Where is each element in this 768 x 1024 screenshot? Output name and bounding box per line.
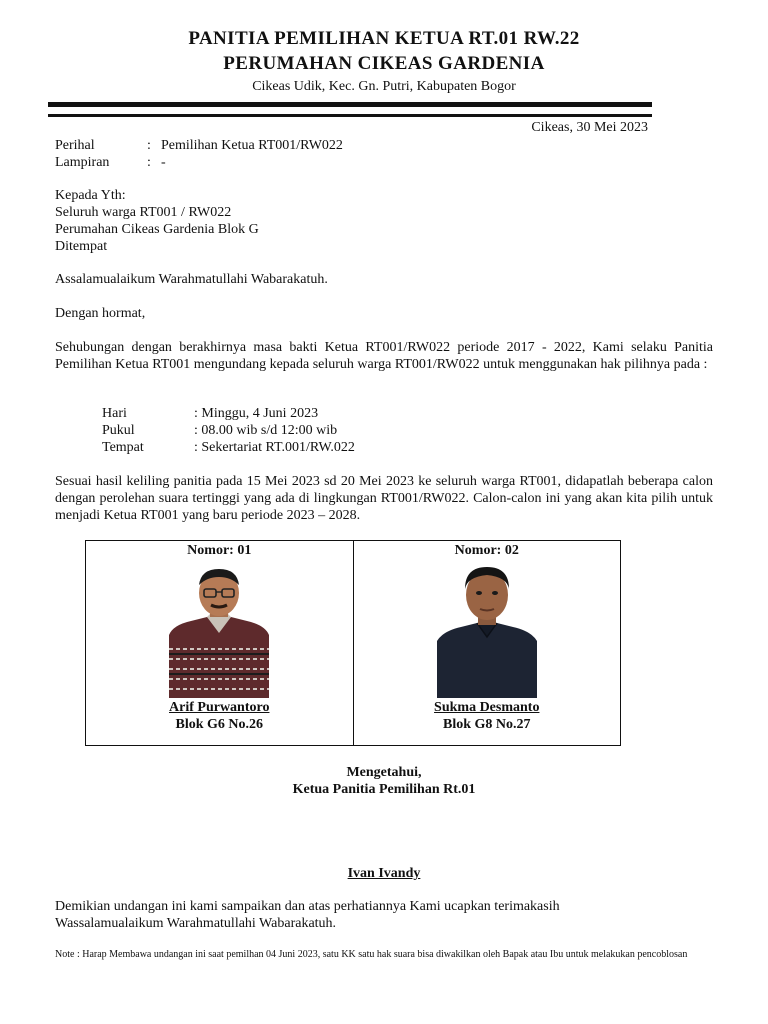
letter-meta: [55, 137, 343, 171]
recipient-line: Ditempat: [55, 239, 108, 254]
candidate-portrait-icon: [169, 563, 269, 698]
perihal-colon: :: [147, 138, 151, 153]
schedule-label: Tempat: [102, 440, 144, 455]
letterhead-address: Cikeas Udik, Kec. Gn. Putri, Kabupaten Bogor: [252, 79, 516, 94]
acknowledgement: Mengetahui,: [346, 765, 422, 780]
schedule-row: [102, 439, 355, 456]
lampiran-label: Lampiran: [55, 155, 110, 170]
candidate-table: [85, 540, 621, 746]
lampiran-colon: :: [147, 155, 151, 170]
closing-block: [55, 898, 560, 932]
recipient-line: Kepada Yth:: [55, 188, 126, 203]
intro-paragraph: Sehubungan dengan berakhirnya masa bakti Ketua RT001/RW022 periode 2017 - 2022, Kami selaku Panitia Pemilihan Ketua RT001 mengundang kepada seluruh warga RT001/RW022 untuk menggunakan hak pilihnya pada :: [55, 340, 713, 372]
candidate-photo: [169, 563, 269, 698]
letterhead: [0, 26, 768, 97]
candidate-portrait-icon: [437, 563, 537, 698]
letterhead-subtitle: PERUMAHAN CIKEAS GARDENIA: [223, 53, 545, 74]
recipient-block: [55, 187, 259, 255]
candidate-number: Nomor: 01: [187, 543, 252, 558]
schedule-label: Pukul: [102, 423, 135, 438]
letterhead-rule-thin: [48, 114, 652, 117]
closing-line: Wassalamualaikum Warahmatullahi Wabarakatuh.: [55, 916, 337, 931]
schedule-label: Hari: [102, 406, 127, 421]
recipient-line: Perumahan Cikeas Gardenia Blok G: [55, 222, 259, 237]
signer-name-wrap: [0, 865, 768, 882]
candidate-address: Blok G8 No.27: [442, 717, 531, 732]
greeting: Assalamualaikum Warahmatullahi Wabarakatuh.: [55, 272, 328, 287]
candidate-number: Nomor: 02: [454, 543, 519, 558]
schedule-row: [102, 405, 355, 422]
letter-date: Cikeas, 30 Mei 2023: [531, 120, 648, 135]
perihal-label: Perihal: [55, 138, 95, 153]
candidate-name: Arif Purwantoro: [169, 700, 270, 715]
letterhead-title: PANITIA PEMILIHAN KETUA RT.01 RW.22: [188, 28, 580, 49]
schedule-value: : 08.00 wib s/d 12:00 wib: [194, 423, 338, 438]
candidate-photo: [437, 563, 537, 698]
schedule-block: [102, 405, 355, 456]
footnote: Note : Harap Membawa undangan ini saat pemilhan 04 Juni 2023, satu KK satu hak suara bisa diwakilkan oleh Bapak atau Ibu untuk melakukan pencoblosan: [55, 949, 688, 960]
schedule-value: : Sekertariat RT.001/RW.022: [194, 440, 355, 455]
candidate-cell-01: [86, 541, 353, 745]
signer-name: Ivan Ivandy: [347, 866, 421, 881]
lampiran-value: -: [161, 155, 166, 170]
perihal-value: Pemilihan Ketua RT001/RW022: [161, 138, 343, 153]
candidate-cell-02: [353, 541, 621, 745]
candidate-address: Blok G6 No.26: [175, 717, 263, 732]
schedule-value: : Minggu, 4 Juni 2023: [194, 406, 319, 421]
result-paragraph: Sesuai hasil keliling panitia pada 15 Mei 2023 sd 20 Mei 2023 ke seluruh warga RT001, didapatlah beberapa calon dengan perolehan suara tertinggi yang ada di lingkungan RT001/RW022. Calon-calon ini yang akan kita pilih untuk menjadi Ketua RT001 yang baru periode 2023 – 2028.: [55, 474, 713, 523]
lampiran-row: [55, 154, 343, 171]
schedule-row: [102, 422, 355, 439]
closing-line: Demikian undangan ini kami sampaikan dan atas perhatiannya Kami ucapkan terimakasih: [55, 899, 560, 914]
candidate-name: Sukma Desmanto: [434, 700, 540, 715]
letterhead-rule-thick: [48, 102, 652, 107]
salutation: Dengan hormat,: [55, 306, 146, 321]
perihal-row: [55, 137, 343, 154]
signer-title: Ketua Panitia Pemilihan Rt.01: [292, 782, 476, 797]
recipient-line: Seluruh warga RT001 / RW022: [55, 205, 232, 220]
